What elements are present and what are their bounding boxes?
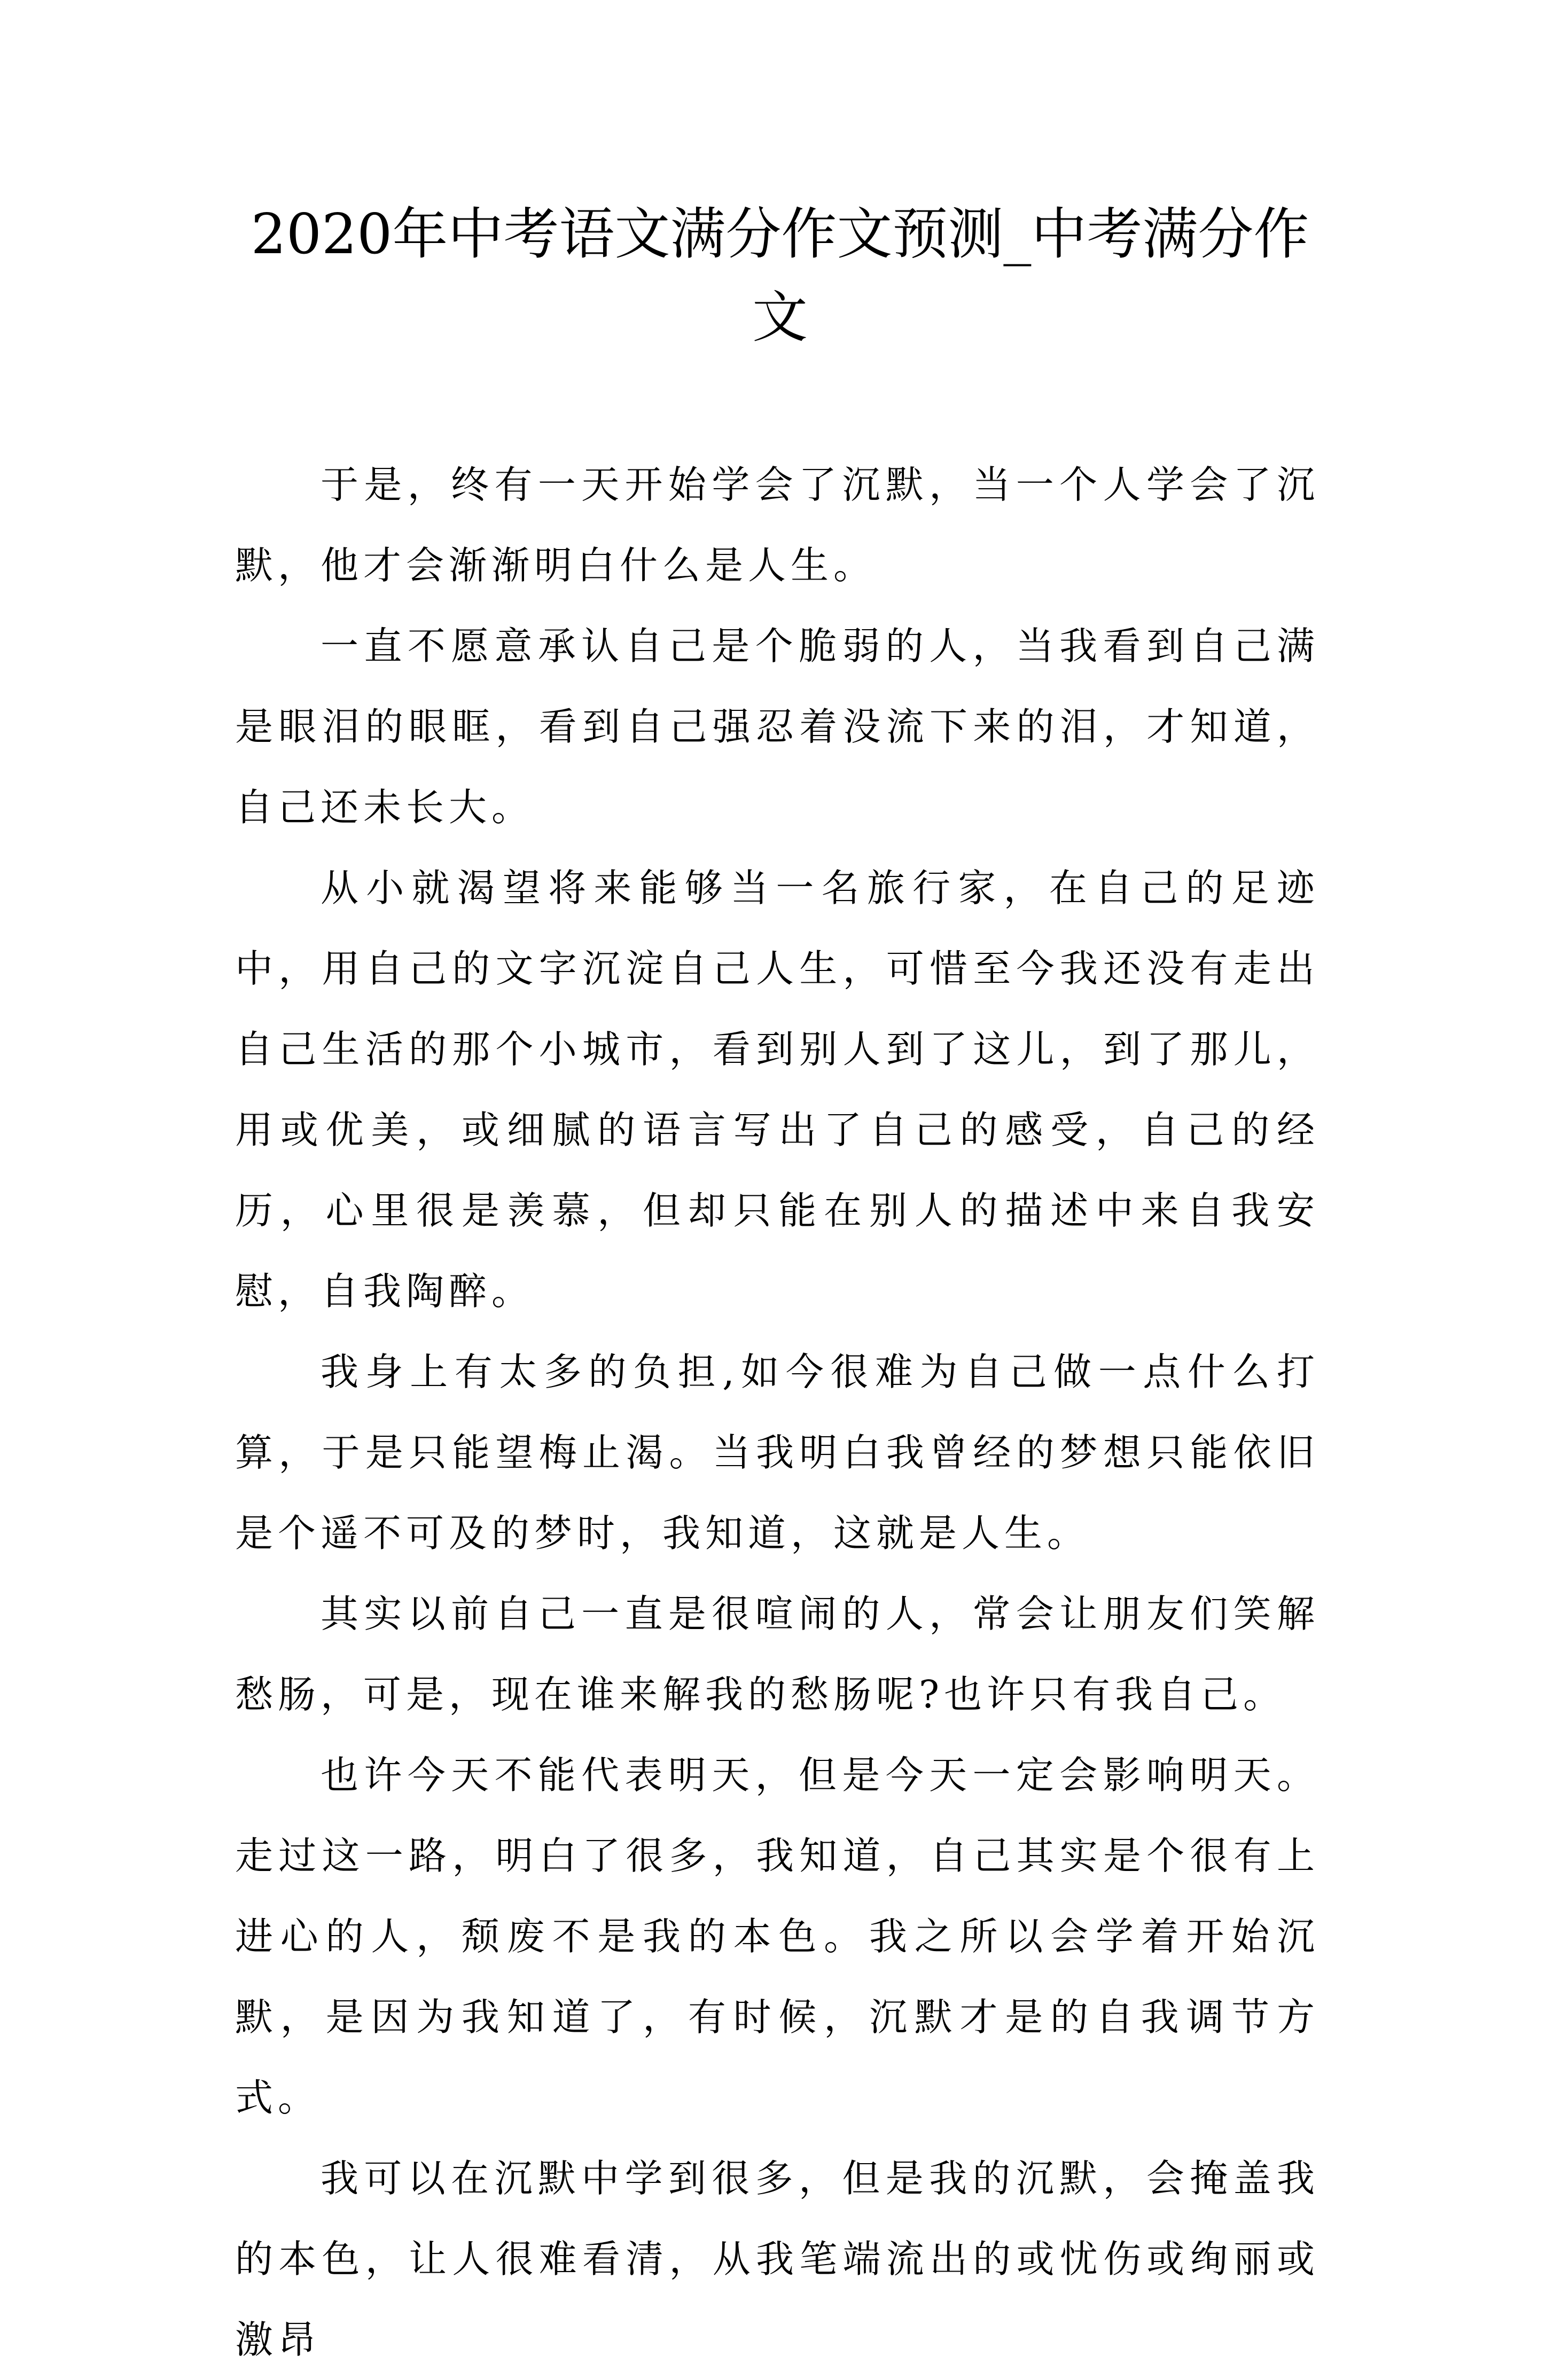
paragraph: 从小就渴望将来能够当一名旅行家，在自己的足迹中，用自己的文字沉淀自己人生，可惜至今我还没有走出自己生活的那个小城市，看到别人到了这儿，到了那儿，用或优美，或细腻的语言写出了自己的感受，自己的经历，心里很是羡慕，但却只能在别人的描述中来自我安慰，自我陶醉。 (235, 866, 1319, 1313)
document-body (235, 444, 1319, 2380)
paragraph: 于是，终有一天开始学会了沉默，当一个人学会了沉默，他才会渐渐明白什么是人生。 (235, 463, 1319, 588)
paragraph: 也许今天不能代表明天，但是今天一定会影响明天。走过这一路，明白了很多，我知道，自己其实是个很有上进心的人，颓废不是我的本色。我之所以会学着开始沉默，是因为我知道了，有时候，沉默才是的自我调节方式。 (235, 1753, 1319, 2120)
paragraph: 其实以前自己一直是很喧闹的人，常会让朋友们笑解愁肠，可是，现在谁来解我的愁肠呢?也许只有我自己。 (235, 1592, 1319, 1717)
paragraph: 我可以在沉默中学到很多，但是我的沉默，会掩盖我的本色，让人很难看清，从我笔端流出的或忧伤或绚丽或激昂 (235, 2156, 1319, 2362)
paragraph: 一直不愿意承认自己是个脆弱的人，当我看到自己满是眼泪的眼眶，看到自己强忍着没流下来的泪，才知道，自己还未长大。 (235, 624, 1319, 829)
document-title: 2020年中考语文满分作文预测_中考满分作文 (251, 201, 1309, 350)
paragraph: 我身上有太多的负担,如今很难为自己做一点什么打算，于是只能望梅止渴。当我明白我曾经的梦想只能依旧是个遥不可及的梦时，我知道，这就是人生。 (235, 1350, 1319, 1555)
